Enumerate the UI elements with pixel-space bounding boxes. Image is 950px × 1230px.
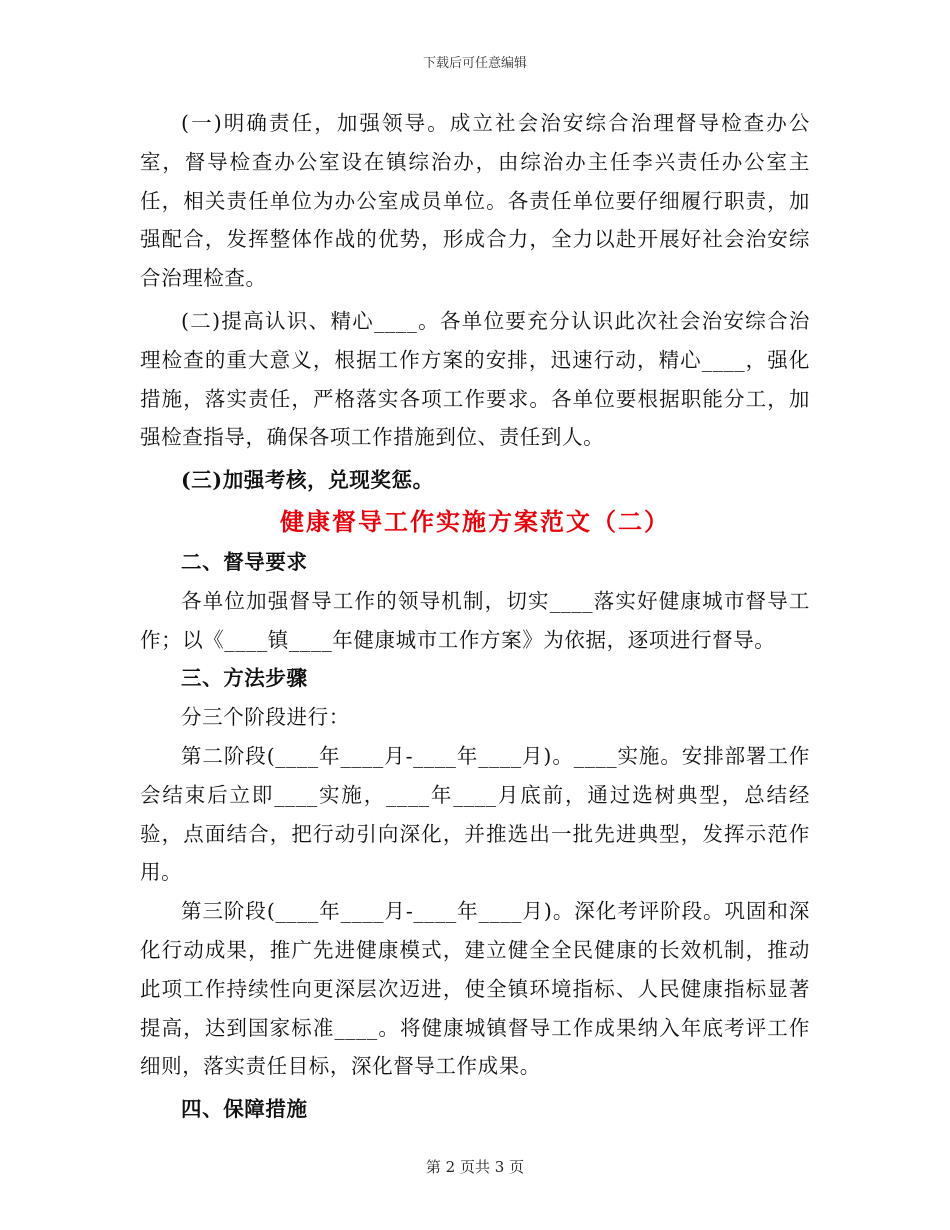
paragraph-stage-two: 第二阶段(____年____月-____年____月)。____实施。安排部署工作会结束后立即____实施，____年____月底前，通过选树典型，总结经验，点面结合，把行动引向深化，并推选出一批先进典型，发挥示范作用。 — [140, 743, 810, 885]
document-body — [140, 104, 810, 1129]
document-title: 健康督导工作实施方案范文（二） — [280, 506, 670, 536]
paragraph-clarify-responsibility: (一)明确责任，加强领导。成立社会治安综合治理督导检查办公室，督导检查办公室设在镇综治办，由综治办主任李兴责任办公室主任，相关责任单位为办公室成员单位。各责任单位要仔细履行职责，加强配合，发挥整体作战的优势，形成合力，全力以赴开展好社会治安综合治理检查。 — [140, 111, 810, 291]
page-header-note: 下载后可任意编辑 — [422, 56, 527, 71]
paragraph-three-stages: 分三个阶段进行： — [181, 705, 350, 730]
section-heading-methods-steps: 三、方法步骤 — [181, 666, 308, 691]
paragraph-assessment-heading: (三)加强考核，兑现奖惩。 — [181, 468, 434, 493]
section-heading-safeguards: 四、保障措施 — [181, 1097, 308, 1122]
paragraph-raise-awareness: (二)提高认识、精心____。各单位要充分认识此次社会治安综合治理检查的重大意义，根据工作方案的安排，迅速行动，精心____，强化措施，落实责任，严格落实各项工作要求。各单位要根据职能分工，加强检查指导，确保各项工作措施到位、责任到人。 — [140, 308, 810, 450]
page-number-footer: 第 2 页共 3 页 — [425, 1158, 525, 1176]
paragraph-supervision-requirements: 各单位加强督导工作的领导机制，切实____落实好健康城市督导工作；以《____镇____年健康城市工作方案》为依据，逐项进行督导。 — [140, 588, 810, 652]
section-heading-supervision-requirements: 二、督导要求 — [181, 549, 308, 574]
paragraph-stage-three: 第三阶段(____年____月-____年____月)。深化考评阶段。巩固和深化行动成果，推广先进健康模式，建立健全全民健康的长效机制，推动此项工作持续性向更深层次迈进，使全镇环境指标、人民健康指标显著提高，达到国家标准____。将健康城镇督导工作成果纳入年底考评工作细则，落实责任目标，深化督导工作成果。 — [140, 899, 810, 1079]
